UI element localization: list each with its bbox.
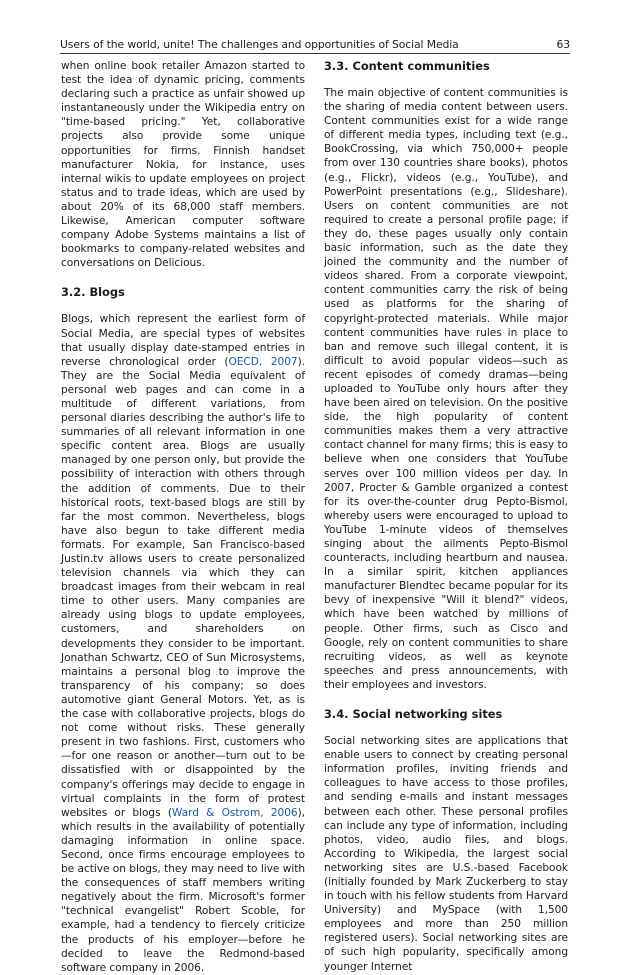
social-networking-paragraph: Social networking sites are applications that enable users to connect by creating personal information profiles, inviting friends and colleagues to have access to those profiles, and sending e-mails and instant messages between each other. These personal profiles can include any type of information, including photos, video, audio files, and blogs. According to Wikipedia, the largest social networking sites are U.S.-based Facebook (initially founded by Mark Zuckerberg to stay in touch with his fellow students from Harvard University) and MySpace (with 1,500 employees and more than 250 million registered users). Social networking sites are of such high popularity, specifically among younger Internet [324,735,568,973]
citation-link-oecd[interactable]: OECD, 2007 [228,355,298,368]
header-rule [60,53,570,54]
blogs-text-2: ). They are the Social Media equivalent of personal web pages and can come in a multitude of different variations, from personal diaries describing the author's life to summaries of all relevant information in one specific content area. Blogs are usually managed by one person only, but provide the possibility of interaction with others through the addition of comments. Due to their historical roots, text-based blogs are still by far the most common. Nevertheless, blogs have also begun to take different media formats. For example, San Francisco-based Justin.tv allows users to create personalized television channels via which they can broadcast images from their webcam in real time to other users. Many companies are already using blogs to update employees, customers, and shareholders on developments they consider to be important. Jonathan Schwartz, CEO of Sun Microsystems, maintains a personal blog to improve the transparency of his company; so does automotive giant General Motors. Yet, as is the case with collaborative projects, blogs do not come without risks. These generally present in two fashions. First, customers who—for one reason or another—turn out to be dissatisfied with or disappointed by the company's offerings may decide to engage in virtual complaints in the form of protest websites or blogs ( [61,355,305,819]
right-column [324,56,568,974]
citation-link-ward-ostrom[interactable]: Ward & Ostrom, 2006 [171,806,298,819]
page-number: 63 [556,38,570,51]
blogs-paragraph [61,312,305,974]
running-header [60,38,570,51]
section-heading-social-networking: 3.4. Social networking sites [324,707,503,722]
intro-paragraph: when online book retailer Amazon started to test the idea of dynamic pricing, comments declaring such a practice as unfair showed up instantaneously under the Wikipedia entry on "time-based pricing." Yet, collaborative projects also provide some unique opportunities for firms. Finnish handset manufacturer Nokia, for instance, uses internal wikis to update employees on project status and to trade ideas, which are used by about 20% of its 68,000 staff members. Likewise, American computer software company Adobe Systems maintains a list of bookmarks to company-related websites and conversations on Delicious. [61,60,305,270]
section-heading-content-communities: 3.3. Content communities [324,59,490,73]
content-communities-paragraph: The main objective of content communities is the sharing of media content between users. Content communities exist for a wide range of different media types, including text (e.g., BookCrossing, via which 750,000+ people from over 130 countries share books), photos (e.g., Flickr), videos (e.g., YouTube), and PowerPoint presentations (e.g., Slideshare). Users on content communities are not required to create a personal profile page; if they do, these pages usually only contain basic information, such as the date they joined the community and the number of videos shared. From a corporate viewpoint, content communities carry the risk of being used as platforms for the sharing of copyright-protected materials. While major content communities have rules in place to ban and remove such illegal content, it is difficult to avoid popular videos—such as recent episodes of comedy dramas—being uploaded to YouTube only hours after they have been aired on television. On the positive side, the high popularity of content communities makes them a very attractive contact channel for many firms; this is easy to believe when one considers that YouTube serves over 100 million videos per day. In 2007, Procter & Gamble organized a contest for its over-the-counter drug Pepto-Bismol, whereby users were encouraged to upload to YouTube 1-minute videos of themselves singing about the ailments Pepto-Bismol counteracts, including heartburn and nausea. In a similar spirit, kitchen appliances manufacturer Blendtec became popular for its bevy of inexpensive "Will it blend?" videos, which have been watched by millions of people. Other firms, such as Cisco and Google, rely on content communities to share recruiting videos, as well as keynote speeches and press announcements, with their employees and investors. [324,87,568,691]
section-heading-blogs: 3.2. Blogs [61,285,125,300]
blogs-text-3: ), which results in the availability of potentially damaging information in online space. Second, once firms encourage employees to be active on blogs, they may need to live with the consequences of staff members writing negatively about the firm. Microsoft's former "technical evangelist" Robert Scoble, for example, had a tendency to fiercely criticize the products of his employer—before he decided to leave the Redmond-based software company in 2006. [61,806,305,974]
blogs-text-1: Blogs, which represent the earliest form of Social Media, are special types of websites that usually display date-stamped entries in reverse chronological order ( [61,313,305,368]
running-title: Users of the world, unite! The challenges and opportunities of Social Media [60,38,459,51]
left-column [61,56,305,975]
